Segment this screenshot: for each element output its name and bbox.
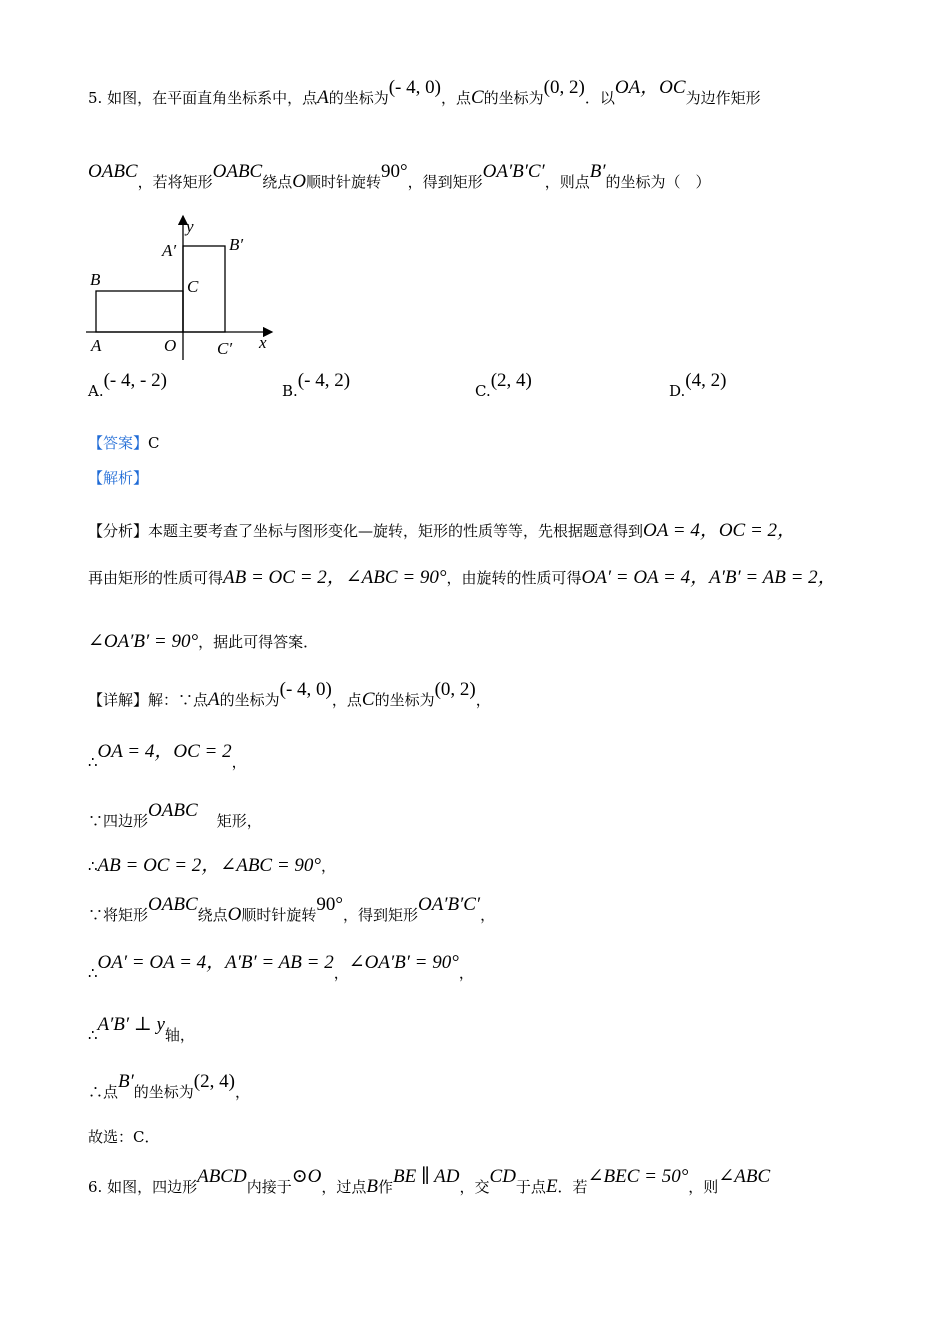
point-C: C xyxy=(361,689,375,710)
fenxi-line2 xyxy=(88,568,837,587)
rectangle-OABC xyxy=(96,291,183,332)
q6-text: 于点 xyxy=(515,1178,546,1196)
detail-text: ∵四边形 xyxy=(88,812,149,830)
detail-math: OABC xyxy=(148,894,198,915)
coordinate-figure xyxy=(80,210,280,365)
therefore-symbol: ∴ xyxy=(88,964,98,982)
detail-math: A′B′ ⊥ y xyxy=(97,1014,165,1035)
detail-line7 xyxy=(88,1014,195,1044)
q6-math: ∠BEC = 50° xyxy=(587,1166,689,1187)
detail-text: ， xyxy=(333,964,349,982)
q6-text: 作 xyxy=(378,1178,394,1196)
detail-text: ， xyxy=(231,753,247,771)
detail-line2 xyxy=(88,741,247,771)
point-A: A xyxy=(317,87,329,108)
q5-stem-line2 xyxy=(88,161,711,192)
option-D[interactable] xyxy=(669,370,727,402)
detail-line3 xyxy=(88,800,262,830)
fenxi-tag: 【分析】 xyxy=(88,522,149,540)
point-E: E xyxy=(545,1176,558,1197)
fenxi-math: OA′ = OA = 4，A′B′ = AB = 2， xyxy=(581,567,837,588)
coord-C: (0, 2) xyxy=(543,77,585,98)
option-letter: A. xyxy=(88,382,104,400)
rect-OABC: OABC xyxy=(88,161,138,182)
angle-90: 90° xyxy=(381,161,408,182)
q6-text: 内接于 xyxy=(246,1178,292,1196)
fenxi-math: OA = 4，OC = 2， xyxy=(643,520,797,541)
fenxi-text: 本题主要考查了坐标与图形变化—旋转，矩形的性质等等，先根据题意得到 xyxy=(148,522,644,540)
q5-text: 为边作矩形 xyxy=(685,89,761,107)
q6-math: CD xyxy=(489,1166,516,1187)
label-A: A xyxy=(91,336,102,355)
q5-text: ，点 xyxy=(440,89,471,107)
analysis-line xyxy=(88,471,148,486)
oa-oc: OA，OC xyxy=(614,77,686,98)
detail-text: 绕点 xyxy=(197,906,228,924)
detail-math: AB = OC = 2，∠ABC = 90° xyxy=(97,855,322,876)
fenxi-line3 xyxy=(88,632,318,651)
detail-math: ∠OA′B′ = 90° xyxy=(348,952,459,973)
point-B: B xyxy=(366,1176,378,1197)
therefore-symbol: ∴ xyxy=(88,1026,98,1044)
detail-text: 的坐标为 xyxy=(133,1083,194,1101)
fenxi-text: 再由矩形的性质可得 xyxy=(88,569,224,587)
fenxi-math: AB = OC = 2，∠ABC = 90° xyxy=(223,567,447,588)
coord-A: (- 4, 0) xyxy=(279,679,332,700)
fenxi-text: ，由旋转的性质可得 xyxy=(446,569,582,587)
label-C: C xyxy=(187,277,199,296)
option-B[interactable] xyxy=(282,370,351,402)
answer-line xyxy=(88,436,160,451)
q6-text: ，则 xyxy=(688,1178,719,1196)
detail-math: OA′ = OA = 4，A′B′ = AB = 2 xyxy=(97,952,334,973)
q5-prefix: 5. 如图，在平面直角坐标系中，点 xyxy=(88,89,318,107)
detail-line9 xyxy=(88,1130,159,1145)
detail-text: ，得到矩形 xyxy=(343,906,419,924)
point-A: A xyxy=(208,689,220,710)
angle-90: 90° xyxy=(316,894,343,915)
fenxi-line1 xyxy=(88,521,796,540)
detail-text: ， xyxy=(234,1083,250,1101)
point-Bp: B′ xyxy=(589,161,606,182)
rect-OApBpCp: OA′B′C′ xyxy=(482,161,545,182)
rect-OABC: OABC xyxy=(212,161,263,182)
q6-text: ．若 xyxy=(557,1178,588,1196)
option-letter: D. xyxy=(669,382,686,400)
option-A[interactable] xyxy=(88,370,167,402)
detail-text: ， xyxy=(458,964,474,982)
option-letter: B. xyxy=(282,382,298,400)
q5-text: ，得到矩形 xyxy=(407,173,483,191)
analysis-tag: 【解析】 xyxy=(88,469,149,487)
q5-text: 的坐标为 xyxy=(483,89,544,107)
detail-tag: 【详解】 xyxy=(88,691,149,709)
detail-math: OABC xyxy=(148,800,198,821)
q6-text: ，过点 xyxy=(321,1178,367,1196)
detail-math: OA = 4，OC = 2 xyxy=(97,741,232,762)
detail-line5 xyxy=(88,894,496,925)
therefore-symbol: ∴ xyxy=(88,857,98,875)
answer-value: C xyxy=(148,434,160,452)
detail-text: 解：∵点 xyxy=(148,691,209,709)
detail-conclusion: 故选：C． xyxy=(88,1128,160,1146)
label-B: B xyxy=(90,270,101,289)
detail-text: ， xyxy=(475,691,491,709)
option-C[interactable] xyxy=(475,370,532,402)
option-value: (2, 4) xyxy=(490,370,532,391)
point-O: O xyxy=(227,904,242,925)
detail-line8 xyxy=(88,1071,250,1101)
q5-text: 绕点 xyxy=(262,173,293,191)
q5-stem-line1 xyxy=(88,77,761,108)
label-Bp: B′ xyxy=(229,235,244,254)
detail-text: 的坐标为 xyxy=(374,691,435,709)
detail-text: 轴， xyxy=(164,1026,195,1044)
coord-C: (0, 2) xyxy=(434,679,476,700)
coord-A: (- 4, 0) xyxy=(388,77,441,98)
option-value: (- 4, 2) xyxy=(297,370,351,391)
point-C: C xyxy=(470,87,484,108)
q6-stem xyxy=(88,1166,771,1197)
detail-text: 矩形， xyxy=(216,812,262,830)
detail-line6 xyxy=(88,952,474,982)
label-x: x xyxy=(259,333,267,352)
detail-text: 顺时针旋转 xyxy=(241,906,317,924)
label-Ap: A′ xyxy=(162,241,177,260)
detail-text: ∴点 xyxy=(88,1083,119,1101)
detail-text: ∵将矩形 xyxy=(88,906,149,924)
q5-text: 的坐标为（ ） xyxy=(605,173,711,191)
detail-text: ，点 xyxy=(331,691,362,709)
coord-Bp: (2, 4) xyxy=(193,1071,235,1092)
point-O: O xyxy=(292,171,306,192)
option-letter: C. xyxy=(475,382,491,400)
option-value: (4, 2) xyxy=(685,370,727,391)
detail-text: ， xyxy=(321,857,337,875)
label-O: O xyxy=(164,336,177,355)
answer-tag: 【答案】 xyxy=(88,434,149,452)
detail-line1 xyxy=(88,679,491,710)
option-value: (- 4, - 2) xyxy=(103,370,167,391)
q6-math: ⊙O xyxy=(291,1166,322,1187)
q5-text: ，若将矩形 xyxy=(137,173,213,191)
label-y: y xyxy=(186,217,194,236)
detail-text: 的坐标为 xyxy=(219,691,280,709)
q6-math: ABCD xyxy=(197,1166,247,1187)
q5-text: ．以 xyxy=(584,89,615,107)
q6-text: ，交 xyxy=(459,1178,490,1196)
point-Bp: B′ xyxy=(118,1071,134,1092)
therefore-symbol: ∴ xyxy=(88,753,98,771)
detail-text: ， xyxy=(480,906,496,924)
detail-math: OA′B′C′ xyxy=(418,894,481,915)
q6-text: 6. 如图，四边形 xyxy=(88,1178,198,1196)
label-Cp: C′ xyxy=(217,339,233,358)
q5-text: 顺时针旋转 xyxy=(305,173,381,191)
q5-text: ，则点 xyxy=(544,173,590,191)
fenxi-math: ∠OA′B′ = 90° xyxy=(88,631,199,652)
q6-math: BE ∥ AD xyxy=(393,1166,460,1187)
fenxi-text: ，据此可得答案． xyxy=(198,633,319,651)
q6-math: ∠ABC xyxy=(718,1166,771,1187)
detail-line4 xyxy=(88,856,336,875)
q5-text: 的坐标为 xyxy=(328,89,389,107)
